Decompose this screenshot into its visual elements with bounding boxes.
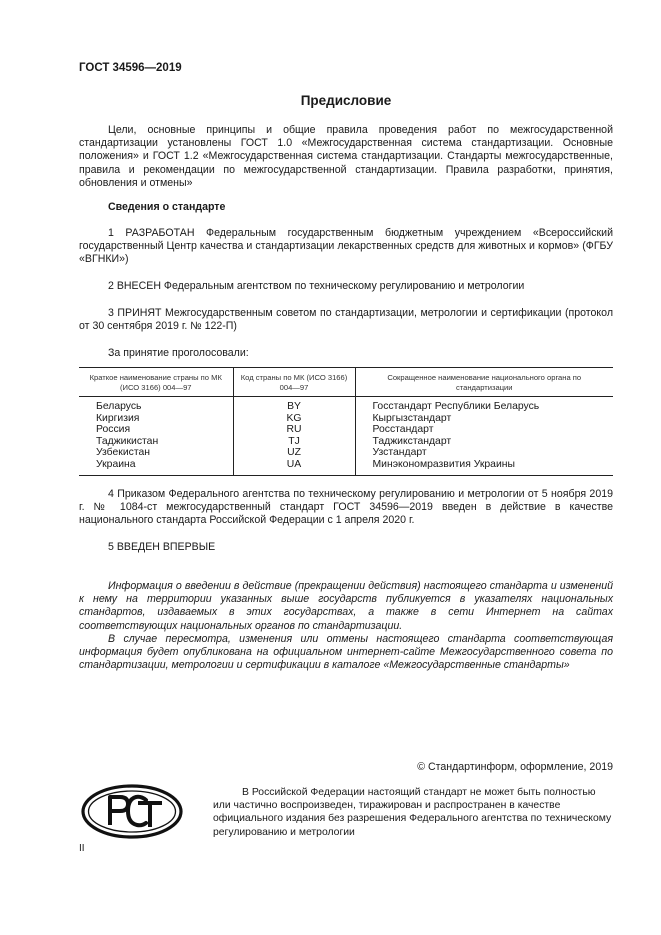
table-row [79, 436, 613, 448]
country-name: Узбекистан [96, 447, 150, 459]
standards-body: Узстандарт [355, 447, 613, 459]
standards-body: Таджикстандарт [355, 436, 613, 448]
item-introduced: 2 ВНЕСЕН Федеральным агентством по техническому регулированию и метрологии [108, 280, 525, 292]
standards-body: Росстандарт [355, 424, 613, 436]
page-title: Предисловие [300, 93, 392, 108]
copyright-notice: В Российской Федерации настоящий стандарт не может быть полностью или частично воспроизведен, тиражирован и распространен в качестве официального издания без разрешения Федерального агентства по техническому регулированию и метрологии [213, 787, 612, 838]
country-name: Таджикистан [96, 435, 159, 447]
copyright: © Стандартинформ, оформление, 2019 [417, 761, 613, 773]
voted-label: За принятие проголосовали: [108, 347, 249, 359]
countries-table [79, 367, 613, 476]
country-name: Россия [96, 424, 131, 436]
country-code: RU [233, 424, 355, 436]
info-paragraph-2: В случае пересмотра, изменения или отмены настоящего стандарта соответствующая информация будет опубликована на официальном интернет-сайте Межгосударственного совета по стандартизации, метрологии и сертификации в каталоге «Межгосударственные стандарты» [79, 633, 613, 672]
column-header-code: Код страны по МК (ИСО 3166) 004—97 [233, 368, 355, 397]
table-row [79, 413, 613, 425]
item-adopted: 3 ПРИНЯТ Межгосударственным советом по стандартизации, метрологии и сертификации (протокол от 30 сентября 2019 г. № 122-П) [79, 307, 613, 333]
standards-body: Минэкономразвития Украины [355, 459, 613, 475]
item-enacted: 4 Приказом Федерального агентства по техническому регулированию и метрологии от 5 ноября 2019 г. № 1084-ст межгосударственный стандарт ГОСТ 34596—2019 введен в действие в качестве национального стандарта Российской Федерации с 1 апреля 2020 г. [79, 488, 613, 527]
table-header-row [79, 368, 613, 397]
item-developed: 1 РАЗРАБОТАН Федеральным государственным бюджетным учреждением «Всероссийский государственный Центр качества и стандартизации лекарственных средств для животных и кормов» (ФГБУ «ВГНКИ») [79, 227, 613, 266]
standards-body: Госстандарт Республики Беларусь [355, 397, 613, 413]
standards-body: Кыргызстандарт [355, 413, 613, 425]
page-number: II [79, 843, 85, 854]
country-code: BY [233, 397, 355, 413]
country-code: UZ [233, 447, 355, 459]
column-header-body: Сокращенное наименование национального органа по стандартизации [355, 368, 613, 397]
table-row [79, 397, 613, 413]
table-row [79, 447, 613, 459]
country-code: UA [233, 459, 355, 475]
standard-code: ГОСТ 34596—2019 [79, 62, 182, 74]
table-row [79, 459, 613, 475]
column-header-country: Краткое наименование страны по МК (ИСО 3166) 004—97 [79, 368, 233, 397]
country-name: Киргизия [96, 412, 140, 424]
item-first-introduced: 5 ВВЕДЕН ВПЕРВЫЕ [108, 541, 216, 553]
section-title: Сведения о стандарте [108, 201, 226, 213]
info-paragraph-1: Информация о введении в действие (прекращении действия) настоящего стандарта и изменений к нему на территории указанных выше государств публикуется в указателях национальных стандартов, издаваемых в этих государствах, а также в сети Интернет на сайтах соответствующих национальных органов по стандартизации. [79, 580, 613, 632]
country-code: KG [233, 413, 355, 425]
country-code: TJ [233, 436, 355, 448]
pct-certification-mark-icon [80, 783, 184, 840]
country-name: Украина [79, 459, 233, 475]
country-name: Беларусь [96, 401, 142, 412]
intro-paragraph: Цели, основные принципы и общие правила проведения работ по межгосударственной стандартизации установлены ГОСТ 1.0 «Межгосударственная система стандартизации. Основные положения» и ГОСТ 1.2 «Межгосударственная система стандартизации. Стандарты межгосударственные, правила и рекомендации по межгосударственной стандартизации. Правила разработки, принятия, обновления и отмены» [79, 124, 613, 189]
table-row [79, 424, 613, 436]
